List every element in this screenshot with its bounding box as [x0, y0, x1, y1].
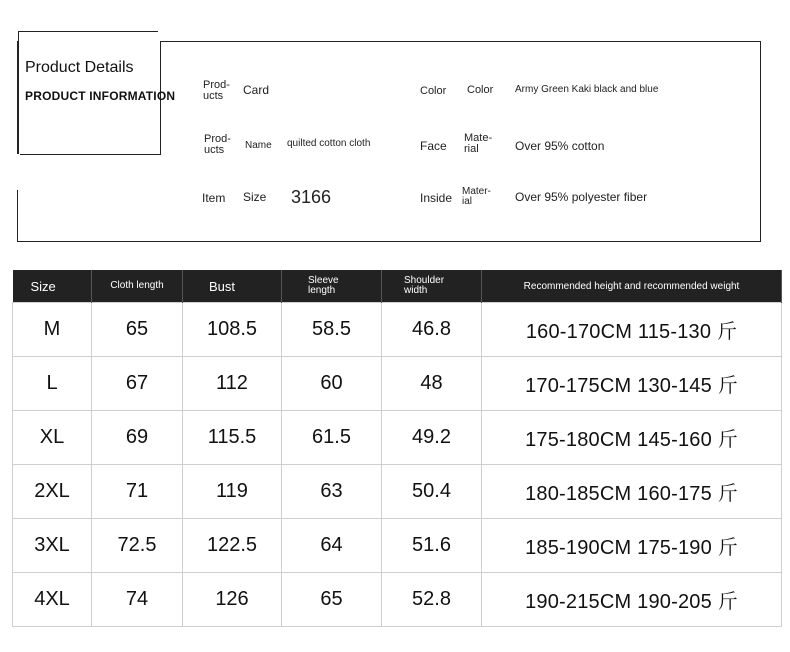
product-details-title: Product Details	[25, 59, 134, 76]
cell-shoulder-width: 50.4	[382, 465, 482, 519]
row2-label-face: Face	[420, 139, 447, 153]
cell-size: M	[13, 303, 92, 357]
row2-label-name: Name	[245, 140, 272, 151]
cell-size: L	[13, 357, 92, 411]
face-material-value: Over 95% cotton	[515, 139, 605, 153]
cell-recommended: 190-215CM 190-205 斤	[482, 573, 782, 627]
cell-bust: 122.5	[183, 519, 282, 573]
cell-shoulder-width: 48	[382, 357, 482, 411]
cell-shoulder-width: 49.2	[382, 411, 482, 465]
row3-label-material: Mater- ial	[462, 186, 491, 207]
cell-bust: 115.5	[183, 411, 282, 465]
cell-sleeve-length: 64	[282, 519, 382, 573]
cell-cloth-length: 67	[92, 357, 183, 411]
row1-label-color-2: Color	[467, 84, 494, 96]
cell-recommended: 180-185CM 160-175 斤	[482, 465, 782, 519]
cell-sleeve-length: 58.5	[282, 303, 382, 357]
row2-label-material: Mate- rial	[464, 132, 493, 155]
cell-sleeve-length: 63	[282, 465, 382, 519]
row1-label-color: Color	[420, 85, 447, 97]
cell-size: 3XL	[13, 519, 92, 573]
table-row	[13, 357, 782, 411]
row3-label-inside: Inside	[420, 191, 453, 205]
header-size: Size	[13, 270, 92, 303]
panel-gap	[158, 31, 255, 41]
header-shoulder-width: Shoulder width	[382, 270, 482, 303]
table-row	[13, 519, 782, 573]
cell-shoulder-width: 51.6	[382, 519, 482, 573]
cell-bust: 108.5	[183, 303, 282, 357]
cell-sleeve-length: 60	[282, 357, 382, 411]
row3-label-item: Item	[202, 191, 226, 205]
row1-label-card: Card	[243, 83, 270, 97]
cell-shoulder-width: 46.8	[382, 303, 482, 357]
cell-bust: 126	[183, 573, 282, 627]
cell-cloth-length: 74	[92, 573, 183, 627]
table-row	[13, 303, 782, 357]
row3-label-size: Size	[243, 190, 267, 204]
product-name-value: quilted cotton cloth	[287, 138, 371, 149]
header-sleeve-length: Sleeve length	[282, 270, 382, 303]
cell-bust: 112	[183, 357, 282, 411]
panel-gap-left	[17, 154, 20, 190]
cell-sleeve-length: 65	[282, 573, 382, 627]
cell-sleeve-length: 61.5	[282, 411, 382, 465]
cell-cloth-length: 71	[92, 465, 183, 519]
header-recommended: Recommended height and recommended weight	[482, 270, 782, 303]
cell-cloth-length: 65	[92, 303, 183, 357]
inside-material-value: Over 95% polyester fiber	[515, 190, 648, 204]
table-header-row	[13, 270, 782, 303]
row2-label-products: Prod- ucts	[204, 133, 231, 156]
table-row	[13, 573, 782, 627]
cell-recommended: 170-175CM 130-145 斤	[482, 357, 782, 411]
cell-recommended: 185-190CM 175-190 斤	[482, 519, 782, 573]
cell-recommended: 160-170CM 115-130 斤	[482, 303, 782, 357]
cell-cloth-length: 69	[92, 411, 183, 465]
cell-size: 4XL	[13, 573, 92, 627]
product-information-subtitle: PRODUCT INFORMATION	[25, 89, 176, 103]
header-cloth-length: Cloth length	[92, 270, 183, 303]
table-row	[13, 465, 782, 519]
item-number-value: 3166	[291, 187, 332, 207]
size-table	[12, 270, 782, 627]
cell-cloth-length: 72.5	[92, 519, 183, 573]
header-bust: Bust	[183, 270, 282, 303]
cell-recommended: 175-180CM 145-160 斤	[482, 411, 782, 465]
table-row	[13, 411, 782, 465]
color-value: Army Green Kaki black and blue	[515, 84, 659, 95]
row1-label-products: Prod- ucts	[203, 79, 230, 102]
cell-size: 2XL	[13, 465, 92, 519]
cell-bust: 119	[183, 465, 282, 519]
cell-shoulder-width: 52.8	[382, 573, 482, 627]
cell-size: XL	[13, 411, 92, 465]
